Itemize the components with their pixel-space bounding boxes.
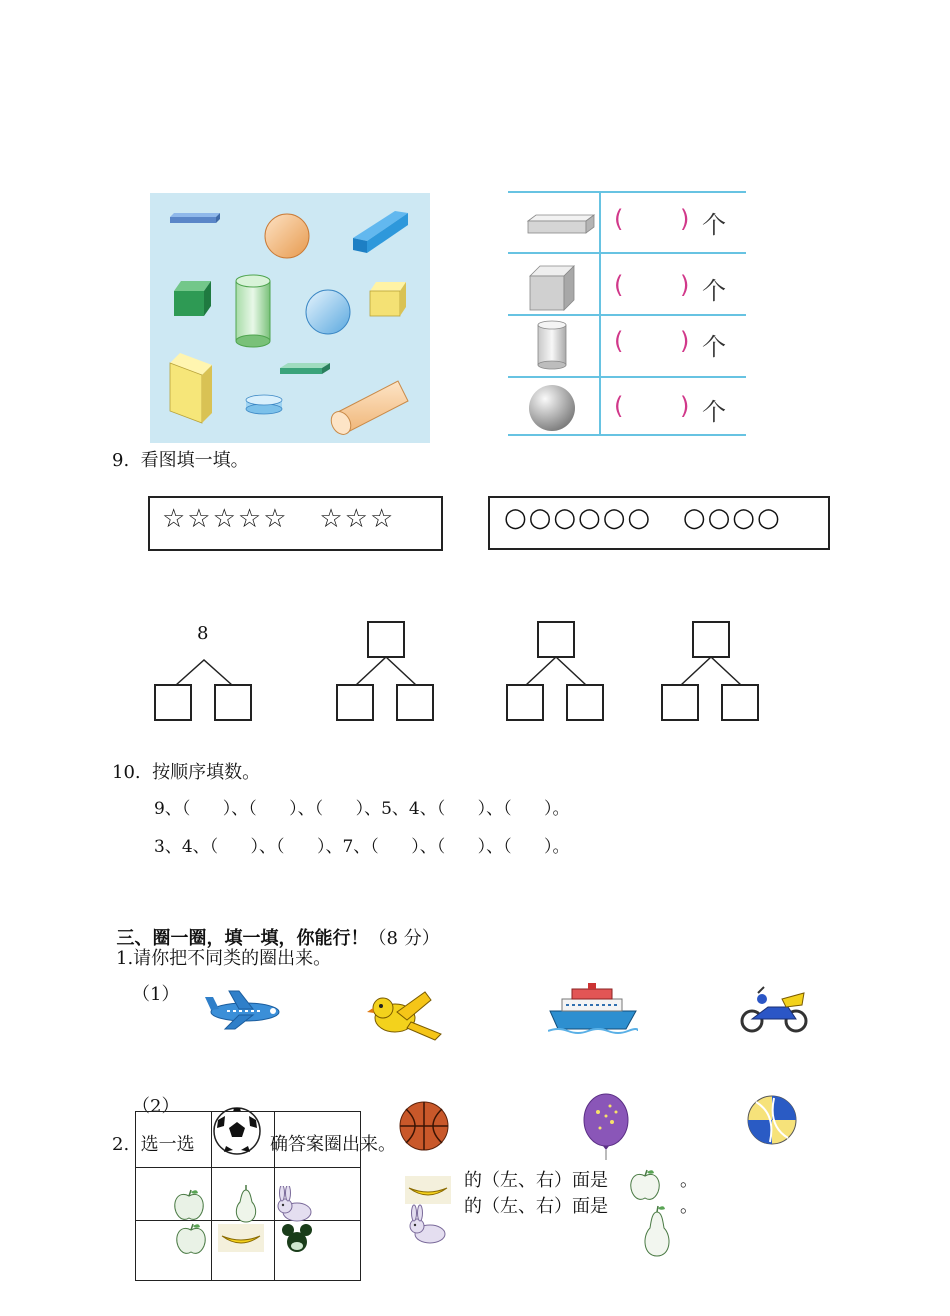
balloon-icon xyxy=(580,1092,632,1160)
cylinder-icon xyxy=(534,319,570,371)
pear-icon xyxy=(232,1184,260,1224)
shapes-picture xyxy=(150,193,430,443)
unit-label: 个 xyxy=(702,277,726,305)
table-line xyxy=(508,252,746,254)
shapes-illustration xyxy=(150,193,430,443)
circles-row: ○○○○○○ ○○○○ xyxy=(504,503,782,533)
sentence-2-end: 。 xyxy=(680,1196,698,1217)
pear-icon xyxy=(638,1204,676,1258)
decomposition-trees xyxy=(150,618,770,728)
sphere-icon xyxy=(526,383,578,433)
apple-icon xyxy=(172,1188,206,1222)
unit-label: 个 xyxy=(702,211,726,239)
blank-close: ) xyxy=(680,271,690,299)
sequence-line-1: 9、（ ）、（ ）、（ ）、5、4、（ ）、（ ）。 xyxy=(154,799,570,819)
bird-icon xyxy=(367,990,443,1042)
grid-cell xyxy=(136,1112,212,1168)
stars-box xyxy=(148,496,443,551)
table-divider xyxy=(599,191,601,436)
tree-top-number: 8 xyxy=(197,623,209,644)
question-2-prefix: 2. 选一选 xyxy=(112,1134,195,1155)
table-line xyxy=(508,314,746,316)
position-sentence-2: 的（左、右）面是 xyxy=(464,1196,608,1217)
blank-open: ( xyxy=(614,205,624,233)
cube-icon xyxy=(528,264,578,312)
sequence-line-2: 3、4、（ ）、（ ）、7、（ ）、（ ）、（ ）。 xyxy=(154,837,570,857)
blank-close: ) xyxy=(680,205,690,233)
table-line xyxy=(508,191,746,193)
question-9-title: 9. 看图填一填。 xyxy=(112,450,249,471)
sentence-1-end: 。 xyxy=(680,1170,698,1191)
position-sentence-1: 的（左、右）面是 xyxy=(464,1170,608,1191)
unit-label: 个 xyxy=(702,398,726,426)
sub-question-2-label: （2） xyxy=(132,1096,180,1117)
question-1-text: 1.请你把不同类的圈出来。 xyxy=(116,948,332,969)
unit-label: 个 xyxy=(702,333,726,361)
question-2-suffix: 确答案圈出来。 xyxy=(270,1134,396,1155)
volleyball-icon xyxy=(746,1094,798,1146)
blank-open: ( xyxy=(614,327,624,355)
blank-open: ( xyxy=(614,392,624,420)
section-3-score: （8 分） xyxy=(368,928,440,949)
stars-row: ☆☆☆☆☆ ☆☆☆ xyxy=(162,504,396,534)
ship-icon xyxy=(548,981,638,1035)
count-table xyxy=(508,191,746,436)
basketball-icon xyxy=(398,1100,450,1152)
banana-icon xyxy=(405,1176,451,1204)
airplane-icon xyxy=(203,985,283,1035)
blank-close: ) xyxy=(680,327,690,355)
blank-open: ( xyxy=(614,271,624,299)
table-line xyxy=(508,376,746,378)
cuboid-icon xyxy=(522,209,596,239)
banana-icon xyxy=(218,1224,264,1252)
mickey-mouse-icon xyxy=(280,1222,314,1256)
apple-icon xyxy=(174,1222,208,1256)
grid-cell xyxy=(212,1112,275,1168)
section-3-heading xyxy=(104,912,440,948)
question-10-title: 10. 按顺序填数。 xyxy=(112,762,261,783)
rabbit-icon xyxy=(275,1186,317,1222)
motorcycle-icon xyxy=(738,985,810,1033)
sub-question-1-label: （1） xyxy=(132,984,180,1005)
grid-cell xyxy=(275,1112,361,1168)
section-3-title: 三、圈一圈，填一填，你能行！ xyxy=(116,928,369,949)
circles-box xyxy=(488,496,830,550)
rabbit-icon xyxy=(406,1204,450,1244)
apple-icon xyxy=(628,1168,662,1204)
table-line xyxy=(508,434,746,436)
blank-close: ) xyxy=(680,392,690,420)
